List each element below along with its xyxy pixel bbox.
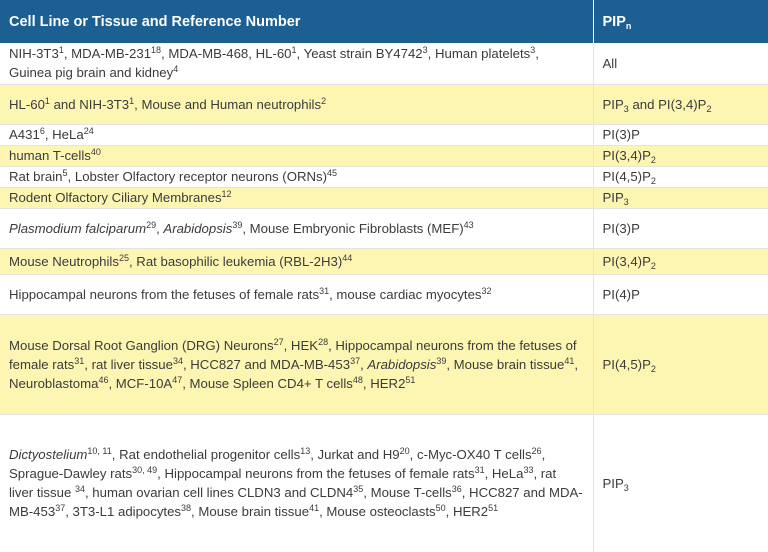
reference-superscript: 4: [173, 64, 179, 75]
subscript: 2: [650, 363, 656, 374]
header-cell-line: Cell Line or Tissue and Reference Number: [0, 0, 593, 43]
reference-superscript: 1: [129, 95, 135, 106]
text-run: HL-60: [9, 96, 45, 112]
text-run: Mouse Neutrophils: [9, 253, 119, 269]
text-run: human T-cells: [9, 148, 91, 163]
text-run: , Mouse osteoclasts: [319, 504, 436, 519]
text-run: , Human platelets: [427, 46, 531, 62]
pipn-cell: [593, 43, 768, 84]
text-run: , HER2: [445, 504, 489, 519]
cell-line-cell: [0, 314, 593, 414]
reference-superscript: 39: [232, 219, 243, 230]
reference-superscript: 40: [90, 147, 101, 157]
reference-superscript: 41: [309, 503, 320, 513]
cell-line-cell: [0, 145, 593, 166]
reference-superscript: 12: [221, 189, 232, 199]
reference-superscript: 47: [172, 374, 183, 385]
cell-line-cell: [0, 124, 593, 145]
table-row: [0, 414, 768, 552]
reference-superscript: 28: [318, 336, 329, 347]
reference-superscript: 1: [58, 45, 64, 56]
text-run: , Neuroblastoma: [9, 356, 579, 391]
cell-line-cell: [0, 414, 593, 552]
text-run: , rat liver tissue: [84, 356, 173, 372]
reference-superscript: 31: [74, 355, 85, 366]
text-run: , Rat basophilic leukemia (RBL-2H3): [128, 253, 343, 269]
text-run: and PI(3,4)P: [628, 96, 707, 112]
reference-superscript: 33: [523, 465, 534, 475]
pipn-cell: [593, 314, 768, 414]
reference-superscript: 39: [436, 355, 447, 366]
text-run: , HCC827 and MDA-MB-453: [182, 356, 351, 372]
reference-superscript: 38: [181, 503, 192, 513]
text-run: NIH-3T3: [9, 46, 59, 62]
text-run: , HCC827 and MDA-MB-453: [9, 485, 583, 519]
reference-superscript: 1: [291, 45, 297, 56]
reference-superscript: 3: [422, 45, 428, 56]
reference-superscript: 31: [319, 285, 330, 296]
cell-line-cell: [0, 43, 593, 84]
text-run: , Sprague-Dawley rats: [9, 447, 546, 481]
reference-superscript: 26: [531, 446, 542, 456]
pipn-cell: [593, 124, 768, 145]
text-run: PI(3,4)P: [602, 148, 651, 163]
reference-superscript: 34: [74, 484, 85, 494]
text-run: Mouse Dorsal Root Ganglion (DRG) Neurons: [9, 337, 274, 353]
text-run: , Mouse Embryonic Fibroblasts (MEF): [242, 220, 464, 236]
italic-text-run: Arabidopsis: [367, 356, 437, 372]
text-run: , Mouse and Human neutrophils: [134, 96, 322, 112]
subscript: 2: [650, 260, 656, 271]
reference-superscript: 51: [488, 503, 499, 513]
text-run: All: [602, 55, 618, 71]
text-run: , Hippocampal neurons from the fetuses of female rats: [157, 466, 475, 481]
text-run: , Mouse Spleen CD4+ T cells: [182, 375, 353, 391]
text-run: , MDA-MB-468, HL-60: [161, 46, 292, 62]
reference-superscript: 35: [353, 484, 364, 494]
reference-superscript: 10, 11: [87, 446, 112, 456]
pipn-cell: [593, 166, 768, 187]
text-run: , MCF-10A: [108, 375, 173, 391]
text-run: , Mouse brain tissue: [446, 356, 565, 372]
pipn-cell: [593, 145, 768, 166]
header-pipn: [593, 0, 768, 43]
text-run: and NIH-3T3: [49, 96, 130, 112]
reference-superscript: 43: [463, 219, 474, 230]
reference-superscript: 30, 49: [132, 465, 158, 475]
reference-superscript: 32: [481, 285, 492, 296]
text-run: ,: [360, 356, 368, 372]
text-run: , MDA-MB-231: [63, 46, 152, 62]
reference-superscript: 48: [352, 374, 363, 385]
table-row: [0, 208, 768, 248]
table-row: [0, 43, 768, 84]
pipn-cell: [593, 187, 768, 208]
table-row: [0, 145, 768, 166]
cell-line-cell: [0, 166, 593, 187]
reference-superscript: 36: [451, 484, 462, 494]
text-run: PI(4,5)P: [602, 169, 651, 184]
text-run: , HeLa: [484, 466, 524, 481]
cell-line-cell: [0, 84, 593, 124]
text-run: , Mouse brain tissue: [191, 504, 310, 519]
subscript: 3: [623, 482, 629, 493]
reference-superscript: 5: [62, 168, 68, 178]
text-run: , HER2: [362, 375, 406, 391]
reference-superscript: 13: [300, 446, 311, 456]
italic-text-run: Arabidopsis: [163, 220, 233, 236]
reference-superscript: 2: [321, 95, 327, 106]
reference-superscript: 29: [146, 219, 157, 230]
text-run: , 3T3-L1 adipocytes: [65, 504, 182, 519]
reference-superscript: 31: [474, 465, 485, 475]
table-row: [0, 314, 768, 414]
text-run: PI(4)P: [602, 286, 640, 302]
reference-superscript: 37: [55, 503, 66, 513]
subscript: 3: [623, 197, 629, 207]
table-row: [0, 274, 768, 314]
text-run: Rodent Olfactory Ciliary Membranes: [9, 190, 222, 205]
subscript: 2: [650, 155, 656, 165]
pipn-cell: [593, 414, 768, 552]
reference-superscript: 3: [530, 45, 536, 56]
pipn-cell: [593, 208, 768, 248]
table-row: [0, 166, 768, 187]
text-run: PIP: [602, 190, 624, 205]
text-run: PI(3,4)P: [602, 253, 651, 269]
header-pipn-sub: n: [625, 20, 632, 31]
text-run: , HEK: [283, 337, 319, 353]
pipn-cell: [593, 248, 768, 274]
table-row: [0, 187, 768, 208]
text-run: , HeLa: [44, 127, 84, 142]
table-row: [0, 124, 768, 145]
header-row: [0, 0, 768, 43]
italic-text-run: Plasmodium falciparum: [9, 220, 147, 236]
text-run: , Hippocampal neurons from the fetuses of female rats: [9, 337, 577, 372]
reference-superscript: 6: [39, 126, 45, 136]
subscript: 3: [623, 103, 629, 114]
reference-superscript: 50: [435, 503, 446, 513]
reference-superscript: 18: [151, 45, 162, 56]
pipn-cell: [593, 274, 768, 314]
text-run: , Lobster Olfactory receptor neurons (ORNs): [67, 169, 327, 184]
subscript: 2: [706, 103, 712, 114]
text-run: , human ovarian cell lines CLDN3 and CLDN4: [84, 485, 354, 500]
cell-line-cell: [0, 274, 593, 314]
reference-superscript: 51: [405, 374, 416, 385]
reference-superscript: 45: [326, 168, 337, 178]
cell-line-cell: [0, 248, 593, 274]
reference-superscript: 20: [399, 446, 410, 456]
text-run: , Guinea pig brain and kidney: [9, 46, 539, 81]
text-run: , Mouse T-cells: [363, 485, 452, 500]
text-run: , Jurkat and H9: [310, 447, 400, 462]
table-row: [0, 84, 768, 124]
text-run: Rat brain: [9, 169, 63, 184]
cell-line-cell: [0, 187, 593, 208]
header-pipn-base: PIP: [602, 13, 626, 30]
text-run: , mouse cardiac myocytes: [329, 286, 482, 302]
reference-superscript: 37: [350, 355, 361, 366]
text-run: ,: [156, 220, 164, 236]
text-run: A431: [9, 127, 40, 142]
text-run: PIP: [602, 96, 624, 112]
text-run: , rat liver tissue: [9, 466, 557, 500]
text-run: PI(3)P: [602, 127, 640, 142]
text-run: PI(3)P: [602, 220, 640, 236]
cell-line-cell: [0, 208, 593, 248]
text-run: PIP: [602, 475, 624, 491]
table-row: [0, 248, 768, 274]
text-run: , Yeast strain BY4742: [296, 46, 423, 62]
reference-superscript: 27: [273, 336, 284, 347]
text-run: , Rat endothelial progenitor cells: [111, 447, 301, 462]
reference-superscript: 25: [118, 252, 129, 263]
subscript: 2: [650, 176, 656, 186]
reference-superscript: 1: [44, 95, 50, 106]
text-run: , c-Myc-OX40 T cells: [409, 447, 532, 462]
text-run: PI(4,5)P: [602, 356, 651, 372]
reference-superscript: 41: [564, 355, 575, 366]
reference-superscript: 44: [342, 252, 353, 263]
reference-superscript: 46: [98, 374, 109, 385]
italic-text-run: Dictyostelium: [9, 447, 88, 462]
text-run: Hippocampal neurons from the fetuses of female rats: [9, 286, 320, 302]
reference-superscript: 34: [172, 355, 183, 366]
pipn-cell: [593, 84, 768, 124]
reference-superscript: 24: [83, 126, 94, 136]
